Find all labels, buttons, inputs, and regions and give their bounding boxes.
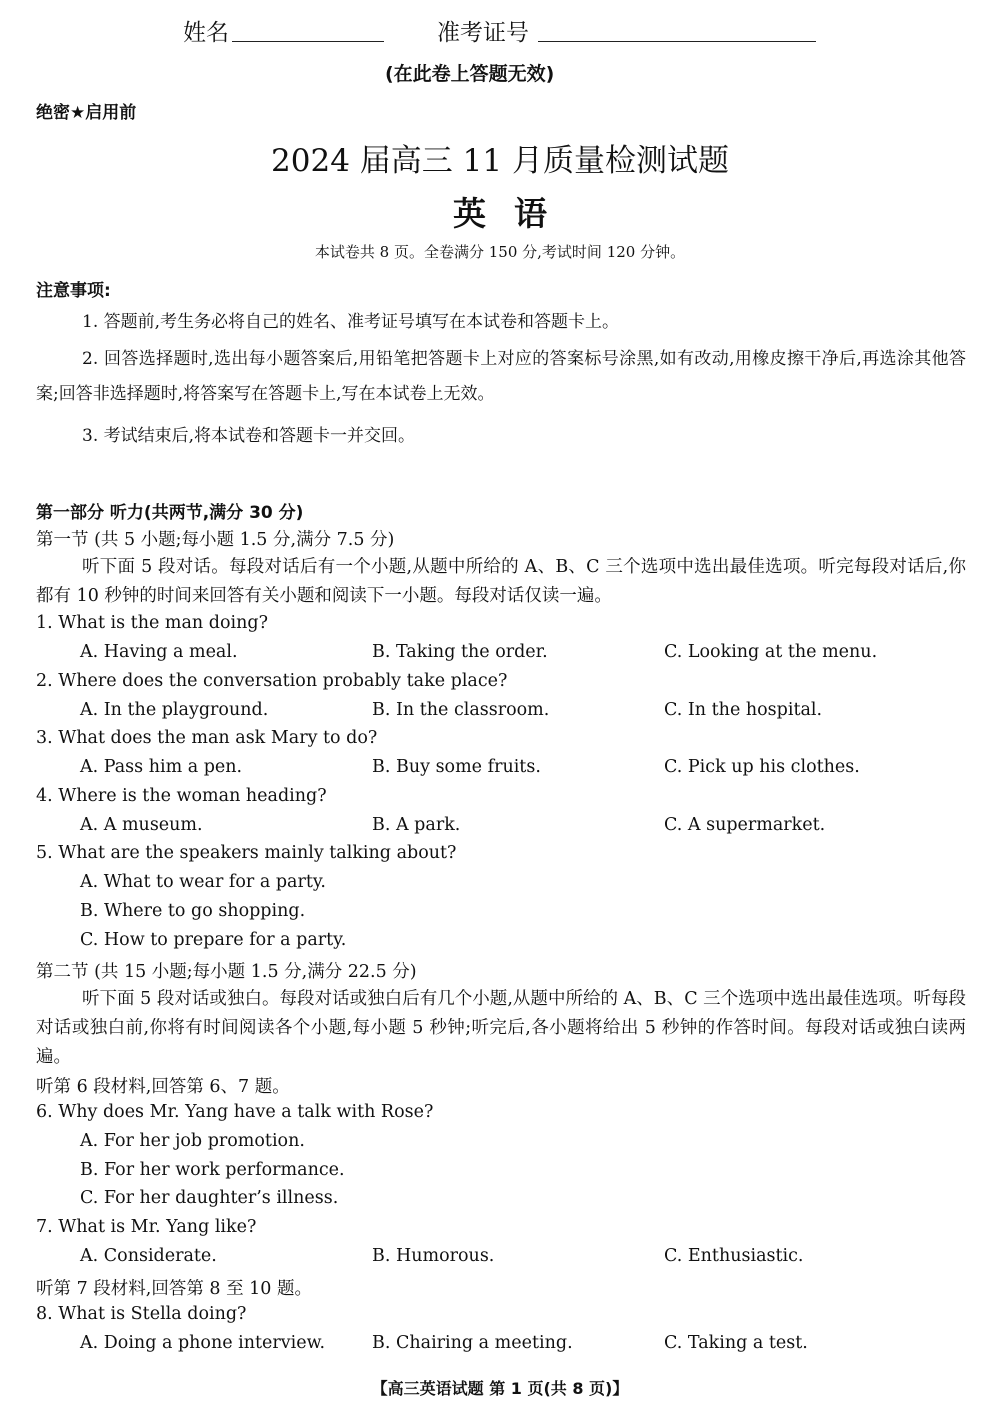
question-stem: 5. What are the speakers mainly talking about? xyxy=(36,843,457,863)
id-label: 准考证号 xyxy=(437,20,529,46)
option-a: A. Doing a phone interview. xyxy=(80,1333,326,1353)
part1-heading: 第一部分 听力(共两节,满分 30 分) xyxy=(36,503,304,523)
section1-heading: 第一节 (共 5 小题;每小题 1.5 分,满分 7.5 分) xyxy=(36,530,395,550)
option-c: C. How to prepare for a party. xyxy=(80,930,347,950)
page-footer: 【高三英语试题 第 1 页(共 8 页)】 xyxy=(371,1379,629,1398)
option-b: B. In the classroom. xyxy=(372,700,550,720)
option-c: C. Taking a test. xyxy=(664,1333,808,1353)
section2-instructions: 听下面 5 段对话或独白。每段对话或独白后有几个小题,从题中所给的 A、B、C 三个选项中选出最佳选项。听每段对话或独白前,你将有时间阅读各个小题,每小题 5 秒钟;听完后,各小题将给出 5 秒钟的作答时间。每段对话或独白读两遍。 xyxy=(36,989,966,1067)
question-stem: 3. What does the man ask Mary to do? xyxy=(36,728,378,748)
notice-item: 1. 答题前,考生务必将自己的姓名、准考证号填写在本试卷和答题卡上。 xyxy=(82,312,620,332)
material-7-note: 听第 7 段材料,回答第 8 至 10 题。 xyxy=(36,1279,312,1299)
invalid-note: (在此卷上答题无效) xyxy=(385,63,555,85)
option-c: C. Pick up his clothes. xyxy=(664,757,860,777)
notice-heading: 注意事项: xyxy=(36,281,111,301)
option-a: A. Considerate. xyxy=(80,1246,217,1266)
option-b: B. Taking the order. xyxy=(372,642,548,662)
id-blank-line xyxy=(538,41,816,42)
exam-info: 本试卷共 8 页。全卷满分 150 分,考试时间 120 分钟。 xyxy=(314,243,686,261)
option-b: B. Chairing a meeting. xyxy=(372,1333,573,1353)
notice-item: 3. 考试结束后,将本试卷和答题卡一并交回。 xyxy=(82,426,416,446)
option-b: B. For her work performance. xyxy=(80,1160,345,1180)
question-stem: 7. What is Mr. Yang like? xyxy=(36,1217,257,1237)
option-c: C. A supermarket. xyxy=(664,815,826,835)
secret-mark: 绝密★启用前 xyxy=(36,103,137,123)
option-a: A. Having a meal. xyxy=(80,642,238,662)
name-blank-line xyxy=(232,41,384,42)
option-b: B. Humorous. xyxy=(372,1246,495,1266)
option-b: B. Buy some fruits. xyxy=(372,757,541,777)
option-b: B. A park. xyxy=(372,815,461,835)
option-b: B. Where to go shopping. xyxy=(80,901,306,921)
exam-title: 2024 届高三 11 月质量检测试题 xyxy=(271,143,729,179)
question-stem: 1. What is the man doing? xyxy=(36,613,268,633)
question-stem: 6. Why does Mr. Yang have a talk with Rose? xyxy=(36,1102,434,1122)
question-stem: 2. Where does the conversation probably take place? xyxy=(36,671,508,691)
notice-item: 2. 回答选择题时,选出每小题答案后,用铅笔把答题卡上对应的答案标号涂黑,如有改动,用橡皮擦干净后,再选涂其他答案;回答非选择题时,将答案写在答题卡上,写在本试卷上无效。 xyxy=(36,349,966,404)
option-a: A. Pass him a pen. xyxy=(80,757,243,777)
question-stem: 8. What is Stella doing? xyxy=(36,1304,247,1324)
option-a: A. A museum. xyxy=(80,815,203,835)
subject-title: 英语 xyxy=(453,194,575,233)
option-c: C. Enthusiastic. xyxy=(664,1246,804,1266)
section1-instructions: 听下面 5 段对话。每段对话后有一个小题,从题中所给的 A、B、C 三个选项中选出最佳选项。听完每段对话后,你都有 10 秒钟的时间来回答有关小题和阅读下一小题。每段对话仅读一遍。 xyxy=(36,557,966,606)
name-label: 姓名 xyxy=(183,20,229,46)
option-a: A. What to wear for a party. xyxy=(80,872,326,892)
option-a: A. For her job promotion. xyxy=(80,1131,305,1151)
option-c: C. For her daughter’s illness. xyxy=(80,1188,339,1208)
material-6-note: 听第 6 段材料,回答第 6、7 题。 xyxy=(36,1077,290,1097)
option-c: C. Looking at the menu. xyxy=(664,642,878,662)
question-stem: 4. Where is the woman heading? xyxy=(36,786,327,806)
option-a: A. In the playground. xyxy=(80,700,269,720)
option-c: C. In the hospital. xyxy=(664,700,823,720)
section2-heading: 第二节 (共 15 小题;每小题 1.5 分,满分 22.5 分) xyxy=(36,962,417,982)
